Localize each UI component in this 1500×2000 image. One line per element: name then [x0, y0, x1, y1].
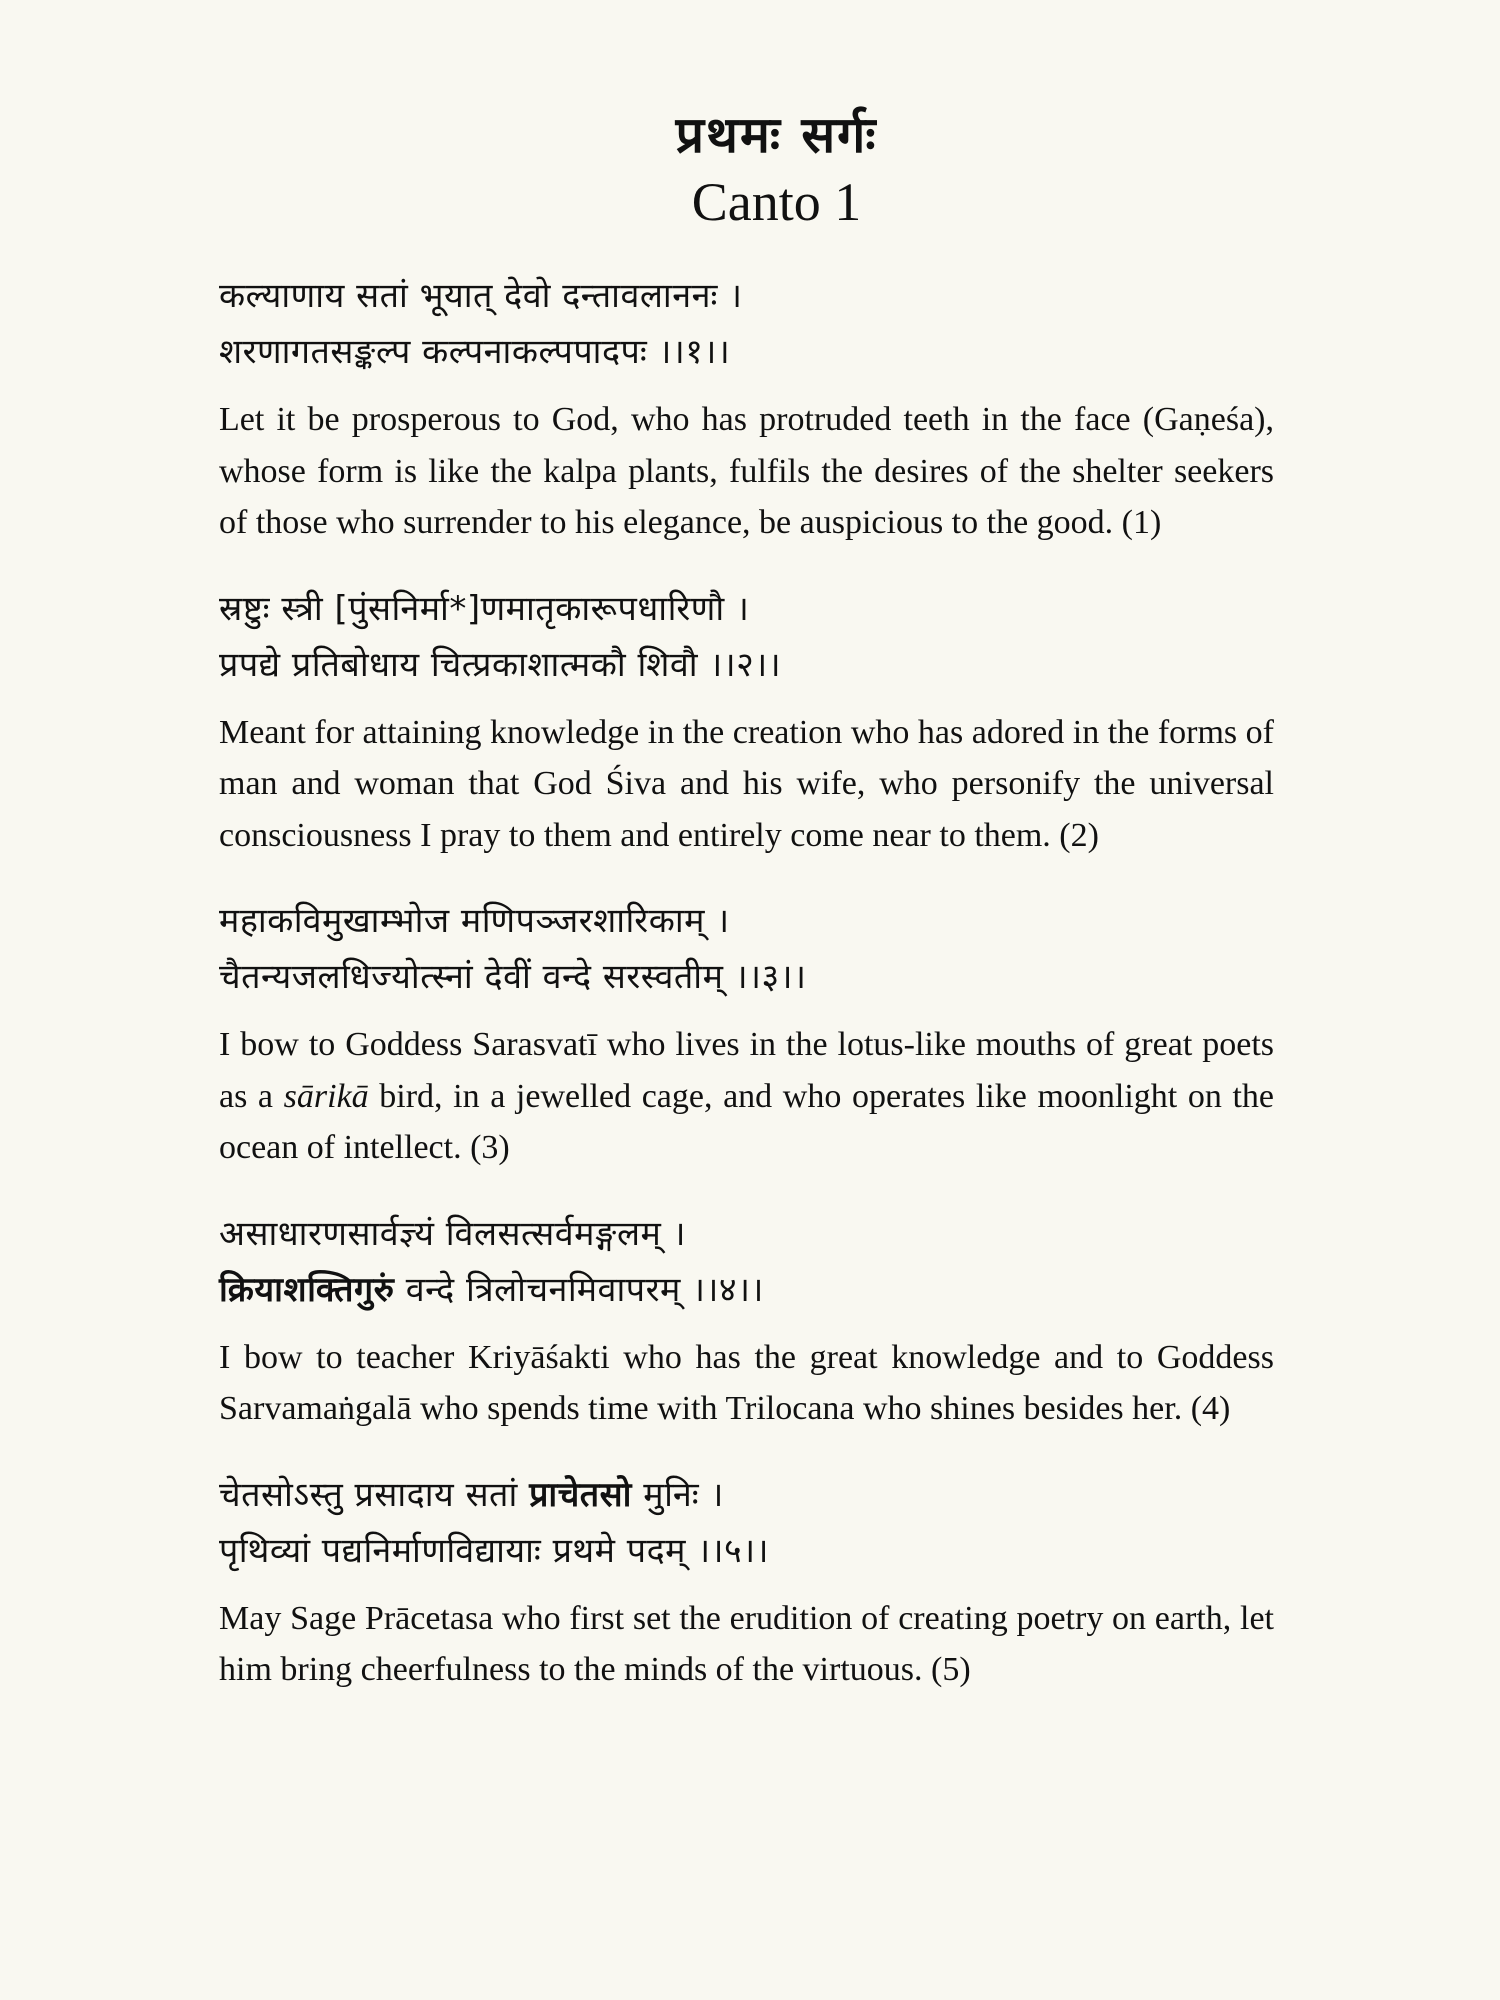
verse-2	[219, 581, 1274, 862]
sanskrit-text: चेतसोऽस्तु प्रसादाय सतां	[219, 1474, 530, 1515]
sanskrit-bold-word: क्रियाशक्तिगुरुं	[219, 1269, 395, 1310]
sanskrit-text: वन्दे त्रिलोचनमिवापरम् ।।४।।	[394, 1269, 764, 1310]
canto-title-english: Canto 1	[691, 172, 862, 232]
translation-text: I bow to Goddess Sarasvatī who lives in the lotus-like mouths of great poets as a	[219, 1026, 1274, 1115]
canto-title-sanskrit: प्रथमः सर्गः	[675, 106, 878, 164]
verse-sanskrit-line	[219, 1467, 1274, 1523]
translation-emphasis: sārikā	[283, 1077, 369, 1115]
verse-sanskrit-line: कल्याणाय सतां भूयात् देवो दन्तावलाननः ।	[219, 276, 743, 316]
verse-3	[219, 893, 1274, 1174]
verse-5	[219, 1467, 1274, 1696]
verse-sanskrit-line: चैतन्यजलधिज्योत्स्नां देवीं वन्दे सरस्वतीम् ।।३।।	[219, 957, 807, 997]
verse-sanskrit-line: पृथिव्यां पद्यनिर्माणविद्यायाः प्रथमे पदम् ।।५।।	[219, 1530, 770, 1571]
verse-translation: I bow to teacher Kriyāśakti who has the great knowledge and to Goddess Sarvamaṅgalā who spends time with Trilocana who shines besides her. (4)	[219, 1338, 1274, 1427]
verse-translation	[219, 1019, 1274, 1174]
verse-translation: Let it be prosperous to God, who has protruded teeth in the face (Gaṇeśa), whose form is like the kalpa plants, fulfils the desires of the shelter seekers of those who surrender to his elegance, be auspicious to the good. (1)	[219, 401, 1274, 541]
verse-sanskrit-line: महाकविमुखाम्भोज मणिपञ्जरशारिकाम् ।	[219, 901, 730, 941]
verse-sanskrit-line: स्रष्टुः स्त्री [पुंसनिर्मा*]णमातृकारूपधारिणौ ।	[219, 588, 750, 629]
sanskrit-text: मुनिः ।	[631, 1474, 724, 1515]
verse-translation: Meant for attaining knowledge in the creation who has adored in the forms of man and woman that God Śiva and his wife, who personify the universal consciousness I pray to them and entirely come near to them. (2)	[219, 713, 1274, 854]
verse-1	[219, 268, 1274, 549]
sanskrit-bold-word: प्राचेतसो	[529, 1474, 632, 1515]
verse-sanskrit-line: असाधारणसार्वज्ञ्यं विलसत्सर्वमङ्गलम् ।	[219, 1213, 687, 1254]
translation-text: bird, in a jewelled cage, and who operates like moonlight on the ocean of intellect. (3)	[219, 1077, 1275, 1166]
verse-sanskrit-line: प्रपद्ये प्रतिबोधाय चित्प्रकाशात्मकौ शिवौ ।।२।।	[219, 644, 782, 685]
verse-sanskrit-line: शरणागतसङ्कल्प कल्पनाकल्पपादपः ।।१।।	[219, 332, 731, 372]
verse-4	[219, 1206, 1274, 1435]
verse-translation: May Sage Prācetasa who first set the erudition of creating poetry on earth, let him bring cheerfulness to the minds of the virtuous. (5)	[219, 1599, 1274, 1688]
verse-sanskrit-line	[219, 1262, 1274, 1318]
page-content	[219, 100, 1274, 1728]
